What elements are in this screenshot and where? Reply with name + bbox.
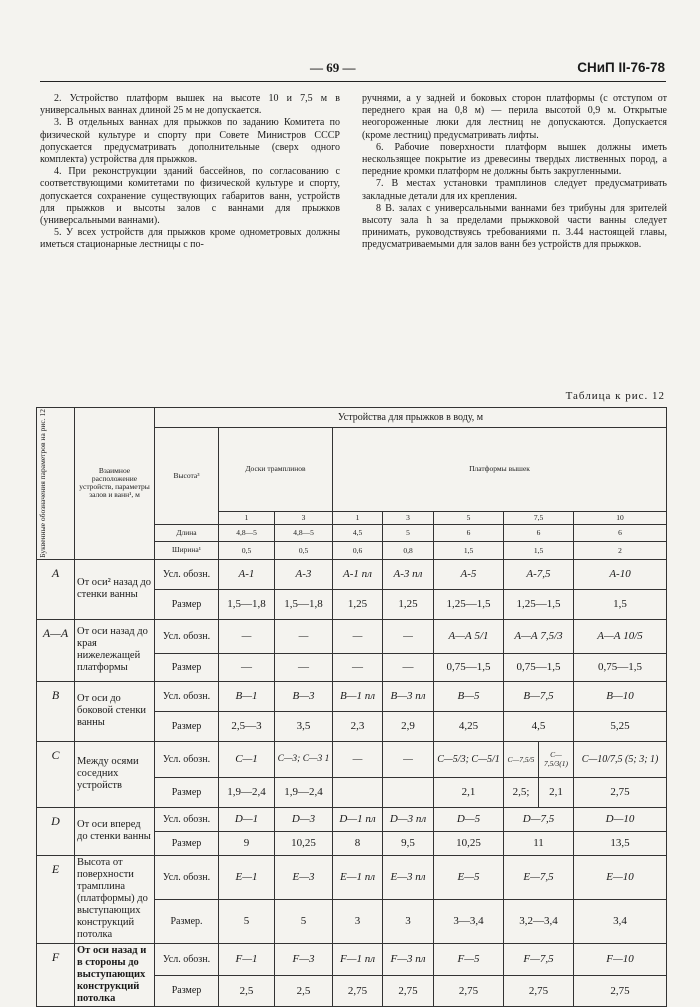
header-rule	[40, 81, 666, 82]
size-cell: 2,5—3	[219, 711, 275, 741]
symbol-cell: В—3	[275, 681, 333, 711]
size-cell: 10,25	[275, 831, 333, 855]
size-cell: 2,3	[333, 711, 383, 741]
symbol-cell: Е—1 пл	[333, 855, 383, 899]
page-header	[40, 60, 665, 80]
column-header: Взаимное расположение устройств, параметры залов и ванн¹, м	[75, 408, 155, 560]
symbol-cell: Е—5	[434, 855, 504, 899]
size-cell: 1,25—1,5	[434, 589, 504, 619]
param-description: От оси до боковой стенки ванны	[75, 681, 155, 741]
size-label: Размер.	[155, 899, 219, 943]
size-cell: 3	[383, 899, 434, 943]
symbol-cell: А—А 10/5	[574, 619, 667, 653]
symbol-cell: —	[275, 619, 333, 653]
symbol-cell: В—1	[219, 681, 275, 711]
symbol-label: Усл. обозн.	[155, 681, 219, 711]
size-cell: 0,75—1,5	[434, 653, 504, 681]
length-value: 4,5	[333, 524, 383, 541]
symbol-cell: —	[383, 619, 434, 653]
length-value: 4,8—5	[275, 524, 333, 541]
size-label: Размер	[155, 976, 219, 1006]
symbol-cell: Е—1	[219, 855, 275, 899]
size-cell: 5	[219, 899, 275, 943]
symbol-cell: D—1 пл	[333, 807, 383, 831]
paragraph: 5. У всех устройств для прыжков кроме однометровых должны иметься стационарные лестницы с по-	[40, 227, 340, 251]
symbol-cell: С—7,5/5	[504, 741, 539, 777]
paragraph: 3. В отдельных ваннах для прыжков по заданию Комитета по физической культуре и спорту при Совете Министров СССР допускается предусматривать дополнительные (сверх одного комплекта) устройства для прыжков.	[40, 117, 340, 166]
size-cell: 1,25	[333, 589, 383, 619]
size-cell: 1,5	[574, 589, 667, 619]
length-value: 6	[504, 524, 574, 541]
size-cell: 2,75	[383, 976, 434, 1006]
param-letter: F	[37, 943, 75, 1006]
param-letter: A	[37, 559, 75, 619]
size-cell: 1,9—2,4	[275, 777, 333, 807]
symbol-cell: D—3 пл	[383, 807, 434, 831]
symbol-label: Усл. обозн.	[155, 855, 219, 899]
param-description: Высота от поверхности трамплина (платформы) до выступающих конструкций потолка	[75, 855, 155, 943]
parameters-table	[36, 407, 667, 1007]
symbol-label: Усл. обозн.	[155, 943, 219, 976]
size-cell: —	[275, 653, 333, 681]
param-description: От оси вперед до стенки ванны	[75, 807, 155, 855]
corner-vertical-header: Буквенные обозначения параметров на рис. 12	[37, 408, 75, 560]
symbol-cell: А-10	[574, 559, 667, 589]
symbol-cell: А-1 пл	[333, 559, 383, 589]
size-label: Размер	[155, 831, 219, 855]
param-letter: А—А	[37, 619, 75, 681]
platforms-header: Платформы вышек	[333, 428, 667, 512]
symbol-cell: D—1	[219, 807, 275, 831]
param-letter: D	[37, 807, 75, 855]
height-value: 3	[275, 511, 333, 524]
width-value: 1,5	[434, 541, 504, 559]
paragraph-continuation: ручнями, а у задней и боковых сторон платформы (с отступом от переднего края на 0,8 м) — перила высотой 0,9 м. Открытые неогороженные люки для лестниц не допускаются. Допускается (кроме лестниц) предусматривать лифты.	[362, 93, 667, 141]
symbol-cell: В—5	[434, 681, 504, 711]
size-cell: 2,5	[275, 976, 333, 1006]
size-cell: 2,75	[574, 976, 667, 1006]
size-cell: 5	[275, 899, 333, 943]
symbol-cell: С—5/3; С—5/1	[434, 741, 504, 777]
param-description: От оси назад и в стороны до выступающих конструкций потолка	[75, 943, 155, 1006]
page-number: — 69 —	[310, 60, 356, 75]
symbol-cell: —	[383, 741, 434, 777]
size-cell	[333, 777, 383, 807]
symbol-cell: F—1 пл	[333, 943, 383, 976]
size-label: Размер	[155, 653, 219, 681]
symbol-cell: А-3 пл	[383, 559, 434, 589]
symbol-cell: D—5	[434, 807, 504, 831]
symbol-cell: D—3	[275, 807, 333, 831]
symbol-cell: F—10	[574, 943, 667, 976]
height-value: 1	[333, 511, 383, 524]
height-label: Высота³	[155, 428, 219, 525]
symbol-cell: Е—10	[574, 855, 667, 899]
size-cell: 3,4	[574, 899, 667, 943]
width-label: Ширина¹	[155, 541, 219, 559]
size-cell: 2,5;	[504, 777, 539, 807]
size-cell: —	[219, 653, 275, 681]
size-cell: 10,25	[434, 831, 504, 855]
size-cell: 3—3,4	[434, 899, 504, 943]
width-value: 0,8	[383, 541, 434, 559]
height-value: 5	[434, 511, 504, 524]
size-cell: —	[333, 653, 383, 681]
symbol-label: Усл. обозн.	[155, 741, 219, 777]
size-cell: 5,25	[574, 711, 667, 741]
size-cell: 0,75—1,5	[574, 653, 667, 681]
size-cell: 2,75	[504, 976, 574, 1006]
symbol-cell: С—10/7,5 (5; 3; 1)	[574, 741, 667, 777]
size-cell: 9	[219, 831, 275, 855]
symbol-cell: А-3	[275, 559, 333, 589]
paragraph: 4. При реконструкции зданий бассейнов, по согласованию с соответствующими комитетами по физической культуре и спорту, допускается сохранение существующих габаритов ванн, устройств для прыжков и высоты залов с ваннами для прыжков (универсальными ваннами).	[40, 166, 340, 227]
symbol-label: Усл. обозн.	[155, 619, 219, 653]
size-cell: 9,5	[383, 831, 434, 855]
symbol-cell: F—5	[434, 943, 504, 976]
size-cell: 8	[333, 831, 383, 855]
symbol-cell: В—1 пл	[333, 681, 383, 711]
width-value: 0,5	[275, 541, 333, 559]
param-letter: В	[37, 681, 75, 741]
size-cell: 2,5	[219, 976, 275, 1006]
springboards-header: Доски трамплинов	[219, 428, 333, 512]
height-value: 3	[383, 511, 434, 524]
symbol-cell: F—3 пл	[383, 943, 434, 976]
paragraph: 8 В. залах с универсальными ваннами без трибуны для зрителей высоту зала h за пределами прыжковой части ванны следует принимать, руководствуясь требованиями п. 3.44 настоящей главы, предусматриваемыми для залов ванн без устройств для прыжков.	[362, 202, 667, 251]
symbol-cell: —	[333, 741, 383, 777]
size-cell	[383, 777, 434, 807]
symbol-cell: В—3 пл	[383, 681, 434, 711]
length-value: 6	[574, 524, 667, 541]
height-value: 7,5	[504, 511, 574, 524]
size-label: Размер	[155, 589, 219, 619]
symbol-cell: С—1	[219, 741, 275, 777]
width-value: 1,5	[504, 541, 574, 559]
symbol-cell: А—А 7,5/3	[504, 619, 574, 653]
symbol-cell: В—7,5	[504, 681, 574, 711]
symbol-cell: D—7,5	[504, 807, 574, 831]
symbol-cell: D—10	[574, 807, 667, 831]
size-cell: 2,9	[383, 711, 434, 741]
width-value: 2	[574, 541, 667, 559]
size-cell: 1,5—1,8	[219, 589, 275, 619]
symbol-cell: —	[219, 619, 275, 653]
length-value: 4,8—5	[219, 524, 275, 541]
size-cell: 4,25	[434, 711, 504, 741]
height-value: 10	[574, 511, 667, 524]
group-header: Устройства для прыжков в воду, м	[155, 408, 667, 428]
symbol-cell: Е—3	[275, 855, 333, 899]
size-cell: 11	[504, 831, 574, 855]
symbol-cell: С—7,5/3(1)	[539, 741, 574, 777]
param-description: От оси назад до края нижележащей платформы	[75, 619, 155, 681]
symbol-cell: А-5	[434, 559, 504, 589]
symbol-cell: F—7,5	[504, 943, 574, 976]
width-value: 0,5	[219, 541, 275, 559]
document-code: СНиП II-76-78	[577, 60, 665, 75]
left-text-column	[40, 93, 340, 252]
param-description: Между осями соседних устройств	[75, 741, 155, 807]
symbol-cell: А—А 5/1	[434, 619, 504, 653]
size-cell: 2,75	[574, 777, 667, 807]
paragraph: 7. В местах установки трамплинов следует предусматривать закладные детали для их крепления.	[362, 178, 667, 202]
size-cell: 2,1	[539, 777, 574, 807]
param-letter: С	[37, 741, 75, 807]
size-cell: 2,75	[333, 976, 383, 1006]
size-cell: 1,5—1,8	[275, 589, 333, 619]
size-label: Размер	[155, 777, 219, 807]
symbol-cell: А-1	[219, 559, 275, 589]
param-letter: E	[37, 855, 75, 943]
symbol-label: Усл. обозн.	[155, 559, 219, 589]
paragraph: 6. Рабочие поверхности платформ вышек должны иметь нескользящее покрытие из древесины твердых лиственных пород, а передние кромки платформ не должны быть закругленными.	[362, 141, 667, 178]
length-label: Длина	[155, 524, 219, 541]
size-cell: 1,25	[383, 589, 434, 619]
symbol-cell: Е—3 пл	[383, 855, 434, 899]
symbol-cell: Е—7,5	[504, 855, 574, 899]
size-cell: 3,2—3,4	[504, 899, 574, 943]
size-label: Размер	[155, 711, 219, 741]
symbol-cell: С—3; С—3 1	[275, 741, 333, 777]
symbol-label: Усл. обозн.	[155, 807, 219, 831]
size-cell: 2,1	[434, 777, 504, 807]
symbol-cell: —	[333, 619, 383, 653]
width-value: 0,6	[333, 541, 383, 559]
size-cell: —	[383, 653, 434, 681]
size-cell: 2,75	[434, 976, 504, 1006]
paragraph: 2. Устройство платформ вышек на высоте 10 и 7,5 м в универсальных ваннах длиной 25 м не допускается.	[40, 93, 340, 117]
length-value: 6	[434, 524, 504, 541]
size-cell: 3	[333, 899, 383, 943]
param-description: От оси² назад до стенки ванны	[75, 559, 155, 619]
size-cell: 13,5	[574, 831, 667, 855]
size-cell: 3,5	[275, 711, 333, 741]
size-cell: 1,25—1,5	[504, 589, 574, 619]
symbol-cell: В—10	[574, 681, 667, 711]
table-caption: Таблица к рис. 12	[565, 390, 665, 402]
symbol-cell: F—1	[219, 943, 275, 976]
right-text-column	[362, 93, 667, 252]
size-cell: 0,75—1,5	[504, 653, 574, 681]
height-value: 1	[219, 511, 275, 524]
symbol-cell: F—3	[275, 943, 333, 976]
size-cell: 4,5	[504, 711, 574, 741]
size-cell: 1,9—2,4	[219, 777, 275, 807]
symbol-cell: А-7,5	[504, 559, 574, 589]
length-value: 5	[383, 524, 434, 541]
